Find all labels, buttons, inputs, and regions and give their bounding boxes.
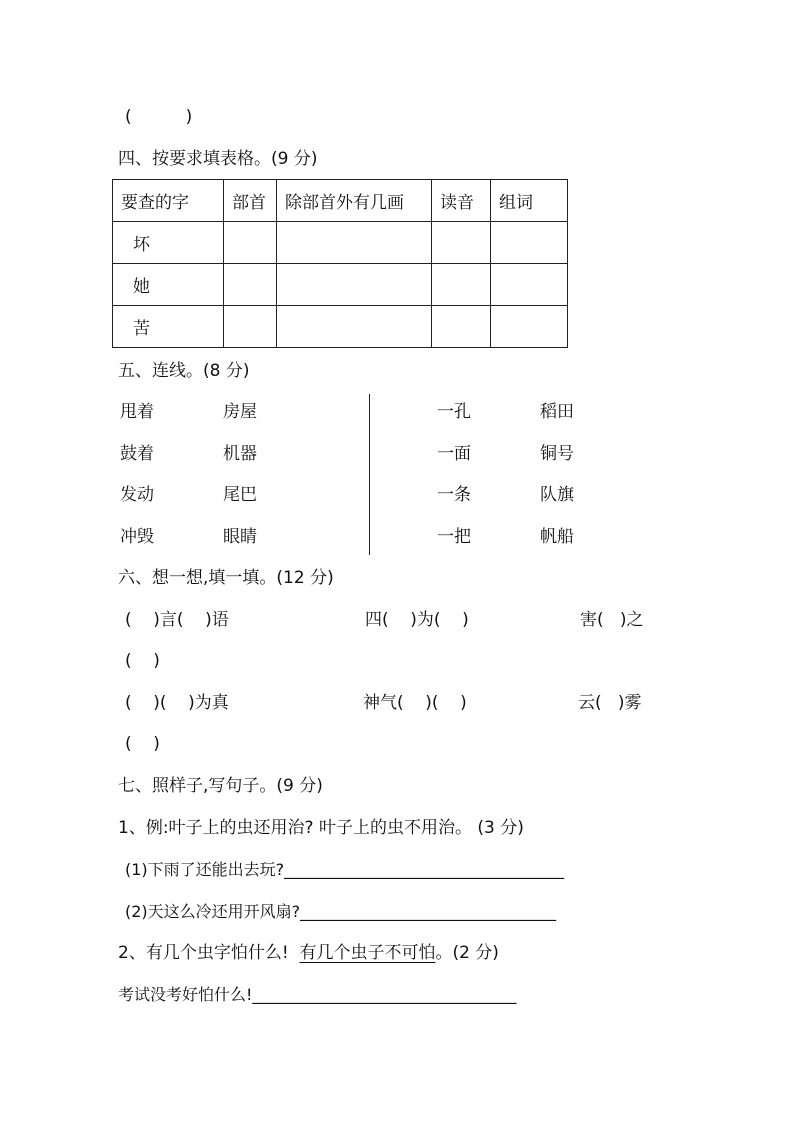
blank-cell[interactable] bbox=[277, 222, 432, 264]
section7-title: 七、照样子,写句子。(9 分) bbox=[118, 776, 323, 796]
blank-cell[interactable] bbox=[491, 222, 568, 264]
answer-line-2[interactable]: (2)天这么冷还用开风扇?________________________________ bbox=[125, 902, 557, 921]
match-item[interactable]: 帆船 bbox=[540, 527, 574, 547]
question-1: 1、例:叶子上的虫还用治? 叶子上的虫不用治。 (3 分) bbox=[118, 818, 524, 838]
section6-title: 六、想一想,填一填。(12 分) bbox=[118, 568, 334, 588]
header-pronunciation: 读音 bbox=[432, 180, 491, 222]
blank-cell[interactable] bbox=[491, 306, 568, 348]
question-2 bbox=[118, 942, 499, 964]
blank-cell[interactable] bbox=[277, 264, 432, 306]
fill-in-table bbox=[112, 179, 568, 348]
match-item[interactable]: 机器 bbox=[223, 444, 257, 464]
table-row bbox=[113, 264, 568, 306]
question-2-prefix: 2、有几个虫字怕什么! bbox=[118, 943, 300, 963]
idiom-blank[interactable]: 云( )雾 bbox=[578, 693, 642, 713]
idiom-blank[interactable]: 神气( )( ) bbox=[363, 693, 467, 713]
blank-cell[interactable] bbox=[432, 264, 491, 306]
char-cell: 坏 bbox=[113, 222, 224, 264]
match-item[interactable]: 铜号 bbox=[540, 444, 574, 464]
blank-cell[interactable] bbox=[224, 222, 277, 264]
match-item[interactable]: 队旗 bbox=[540, 485, 574, 505]
match-item[interactable]: 一把 bbox=[437, 527, 471, 547]
blank-cell[interactable] bbox=[277, 306, 432, 348]
idiom-blank-cont[interactable]: ( ) bbox=[125, 651, 160, 671]
header-words: 组词 bbox=[491, 180, 568, 222]
match-item[interactable]: 一面 bbox=[437, 444, 471, 464]
char-cell: 苦 bbox=[113, 306, 224, 348]
char-cell: 她 bbox=[113, 264, 224, 306]
match-item[interactable]: 稻田 bbox=[540, 402, 574, 422]
table-row bbox=[113, 306, 568, 348]
blank-cell[interactable] bbox=[224, 264, 277, 306]
question-2-example: 有几个虫子不可怕 bbox=[299, 943, 436, 963]
blank-cell[interactable] bbox=[432, 222, 491, 264]
blank-cell[interactable] bbox=[432, 306, 491, 348]
match-item[interactable]: 一条 bbox=[437, 485, 471, 505]
answer-line-3[interactable]: 考试没考好怕什么!_________________________________ bbox=[118, 985, 517, 1004]
idiom-blank[interactable]: 四( )为( ) bbox=[365, 610, 469, 630]
divider-line bbox=[369, 394, 370, 555]
match-item[interactable]: 鼓着 bbox=[120, 444, 154, 464]
idiom-blank[interactable]: 害( )之 bbox=[580, 610, 644, 630]
answer-line-1[interactable]: (1)下雨了还能出去玩?___________________________________ bbox=[125, 860, 565, 879]
question-2-suffix: 。(2 分) bbox=[435, 943, 499, 963]
section4-title: 四、按要求填表格。(9 分) bbox=[118, 149, 318, 169]
table-row bbox=[113, 222, 568, 264]
idiom-blank[interactable]: ( )言( )语 bbox=[125, 610, 229, 630]
header-char: 要查的字 bbox=[113, 180, 224, 222]
header-radical: 部首 bbox=[224, 180, 277, 222]
match-item[interactable]: 尾巴 bbox=[223, 485, 257, 505]
match-item[interactable]: 眼睛 bbox=[223, 527, 257, 547]
section5-title: 五、连线。(8 分) bbox=[118, 361, 250, 381]
match-item[interactable]: 发动 bbox=[120, 485, 154, 505]
blank-cell[interactable] bbox=[491, 264, 568, 306]
top-answer-blank: ( ) bbox=[125, 107, 193, 127]
match-item[interactable]: 冲毁 bbox=[120, 527, 154, 547]
idiom-blank-cont[interactable]: ( ) bbox=[125, 734, 160, 754]
match-item[interactable]: 甩着 bbox=[120, 402, 154, 422]
match-item[interactable]: 一孔 bbox=[437, 402, 471, 422]
match-item[interactable]: 房屋 bbox=[223, 402, 257, 422]
table-header-row bbox=[113, 180, 568, 222]
header-strokes: 除部首外有几画 bbox=[277, 180, 432, 222]
blank-cell[interactable] bbox=[224, 306, 277, 348]
idiom-blank[interactable]: ( )( )为真 bbox=[125, 693, 229, 713]
